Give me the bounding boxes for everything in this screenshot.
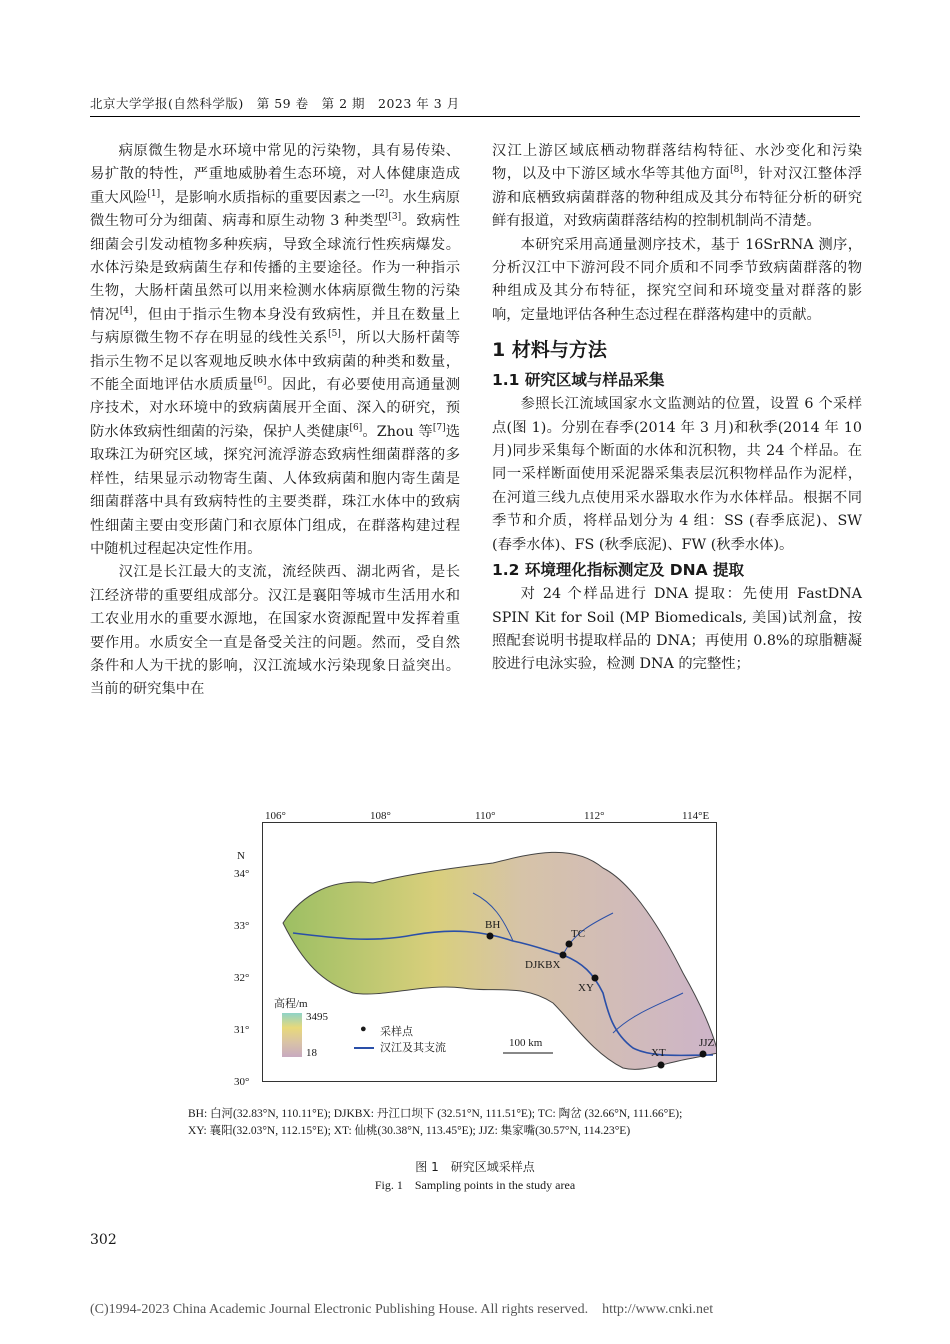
lat-tick: 34°: [234, 868, 250, 880]
lon-tick: 114°E: [682, 810, 710, 822]
lat-tick: 30°: [234, 1076, 250, 1088]
lat-tick: 31°: [234, 1024, 250, 1036]
legend-point-label: 采样点: [380, 1026, 413, 1038]
lat-tick: 32°: [234, 972, 250, 984]
paragraph-hanjiang: 汉江是长江最大的支流，流经陕西、湖北两省，是长江经济带的重要组成部分。汉江是襄阳等城市生活用水和工农业用水的重要水源地，在国家水资源配置中发挥着重要作用。水质安全一直是备受关注的问题。然而，受自然条件和人为干扰的影响，汉江流域水污染现象日益突出。当前的研究集中在: [90, 564, 460, 698]
site-coordinates-caption: [188, 1106, 682, 1140]
lon-tick: 112°: [584, 810, 605, 822]
site-point-xt: [658, 1062, 665, 1069]
paragraph-pathogens: 病原微生物是水环境中常见的污染物，具有易传染、易扩散的特性，严重地威胁着生态环境，对人体健康造成重大风险[1]，是影响水质指标的重要因素之一[2]。水生病原微生物可分为细菌、病毒和原生动物 3 种类型[3]。致病性细菌会引发动植物多种疾病，导致全球流行性疾病爆发。水体污染是致病菌生存和传播的主要途径。作为一种指示生物，大肠杆菌虽然可以用来检测水体病原微生物的污染情况[4]，但由于指示生物本身没有致病性，并且在数量上与病原微生物不存在明显的线性关系[5]，所以大肠杆菌等指示生物不足以客观地反映水体中致病菌的种类和数量，不能全面地评估水质质量[6]。因此，有必要使用高通量测序技术，对水环境中的致病菌展开全面、深入的研究，预防水体致病性细菌的污染，保护人类健康[6]。Zhou 等[7]选取珠江为研究区域，探究河流浮游态致病性细菌群落的多样性，结果显示动物寄生菌、人体致病菌和胞内寄生菌是细菌群落中具有致病特性的主要类群，珠江水体中的致病性细菌主要由变形菌门和衣原体门组成，在群落构建过程中随机过程起决定性作用。: [90, 143, 461, 557]
caption-line: XY: 襄阳(32.03°N, 112.15°E); XT: 仙桃(30.38°N, 113.45°E); JJZ: 集家嘴(30.57°N, 114.23°E): [188, 1125, 631, 1137]
paragraph-sampling: 参照长江流域国家水文监测站的位置，设置 6 个采样点(图 1)。分别在春季(2014 年 3 月)和秋季(2014 年 10 月)同步采集每个断面的水体和沉积物，共 24 个样品。在同一采样断面使用采泥器采集表层沉积物样品作为泥样，在河道三线九点使用采水器取水作为水体样品。根据不同季节和介质，将样品划分为 4 组：SS (春季底泥)、SW (春季水体)、FS (秋季底泥)、FW (秋季水体)。: [492, 396, 862, 553]
site-point-bh: [487, 933, 494, 940]
legend-dot-icon: ●: [360, 1023, 367, 1035]
site-point-tc: [566, 941, 573, 948]
site-label-tc: TC: [571, 928, 586, 940]
site-point-djkbx: [560, 952, 567, 959]
section-heading-methods: 1 材料与方法: [492, 339, 607, 362]
figure-caption-cn: 图 1 研究区域采样点: [415, 1160, 535, 1174]
subsection-heading-dna: 1.2 环境理化指标测定及 DNA 提取: [492, 561, 744, 580]
site-label-xt: XT: [651, 1047, 666, 1059]
running-header: 北京大学学报(自然科学版) 第 59 卷 第 2 期 2023 年 3 月: [90, 96, 460, 111]
site-point-xy: [592, 975, 599, 982]
site-label-bh: BH: [485, 919, 501, 931]
figure-caption-en: Fig. 1 Sampling points in the study area: [374, 1178, 576, 1192]
legend-title: 高程/m: [274, 998, 308, 1010]
site-label-djkbx: DJKBX: [525, 959, 561, 971]
legend-low: 18: [306, 1047, 317, 1059]
left-column: [90, 140, 460, 702]
site-point-jjz: [700, 1051, 707, 1058]
site-label-xy: XY: [578, 982, 594, 994]
legend-line-icon: [354, 1047, 374, 1049]
scale-label: 100 km: [509, 1037, 543, 1049]
copyright-footer: (C)1994-2023 China Academic Journal Electronic Publishing House. All rights reserved. http://www.cnki.net: [90, 1302, 714, 1317]
lon-tick: 110°: [475, 810, 496, 822]
page-number: 302: [90, 1232, 117, 1248]
legend-river-label: 汉江及其支流: [380, 1042, 446, 1054]
subsection-heading-sampling: 1.1 研究区域与样品采集: [492, 371, 665, 390]
lat-tick: 33°: [234, 920, 250, 932]
map-legend: [268, 995, 498, 1075]
lat-label: N: [237, 850, 245, 862]
caption-line: BH: 白河(32.83°N, 110.11°E); DJKBX: 丹江口坝下 (32.51°N, 111.51°E); TC: 陶岔 (32.66°N, 111.66°E);: [188, 1108, 683, 1120]
elevation-colorbar: [282, 1013, 302, 1057]
lon-tick: 108°: [370, 810, 391, 822]
figure-map: [232, 810, 732, 1100]
lon-tick: 106°: [265, 810, 286, 822]
paragraph-study-aim: 本研究采用高通量测序技术，基于 16SrRNA 测序，分析汉江中下游河段不同介质和不同季节致病菌群落的物种组成及其分布特征，探究空间和环境变量对群落的影响，定量地评估各种生态过程在群落构建中的贡献。: [492, 236, 862, 323]
paragraph-dna: 对 24 个样品进行 DNA 提取：先使用 FastDNA SPIN Kit for Soil (MP Biomedicals, 美国)试剂盒，按照配套说明书提取样品的 DNA；再使用 0.8%的琼脂糖凝胶进行电泳实验，检测 DNA 的完整性；: [492, 586, 862, 673]
site-label-jjz: JJZ: [699, 1037, 715, 1049]
right-column: [492, 140, 862, 677]
legend-high: 3495: [306, 1011, 328, 1023]
header-rule: [90, 116, 860, 117]
paragraph-continued: 汉江上游区域底栖动物群落结构特征、水沙变化和污染物，以及中下游区域水华等其他方面[8]，针对汉江整体浮游和底栖致病菌群落的物种组成及其分布特征分析的研究鲜有报道，对致病菌群落结构的控制机制尚不清楚。: [492, 143, 863, 230]
